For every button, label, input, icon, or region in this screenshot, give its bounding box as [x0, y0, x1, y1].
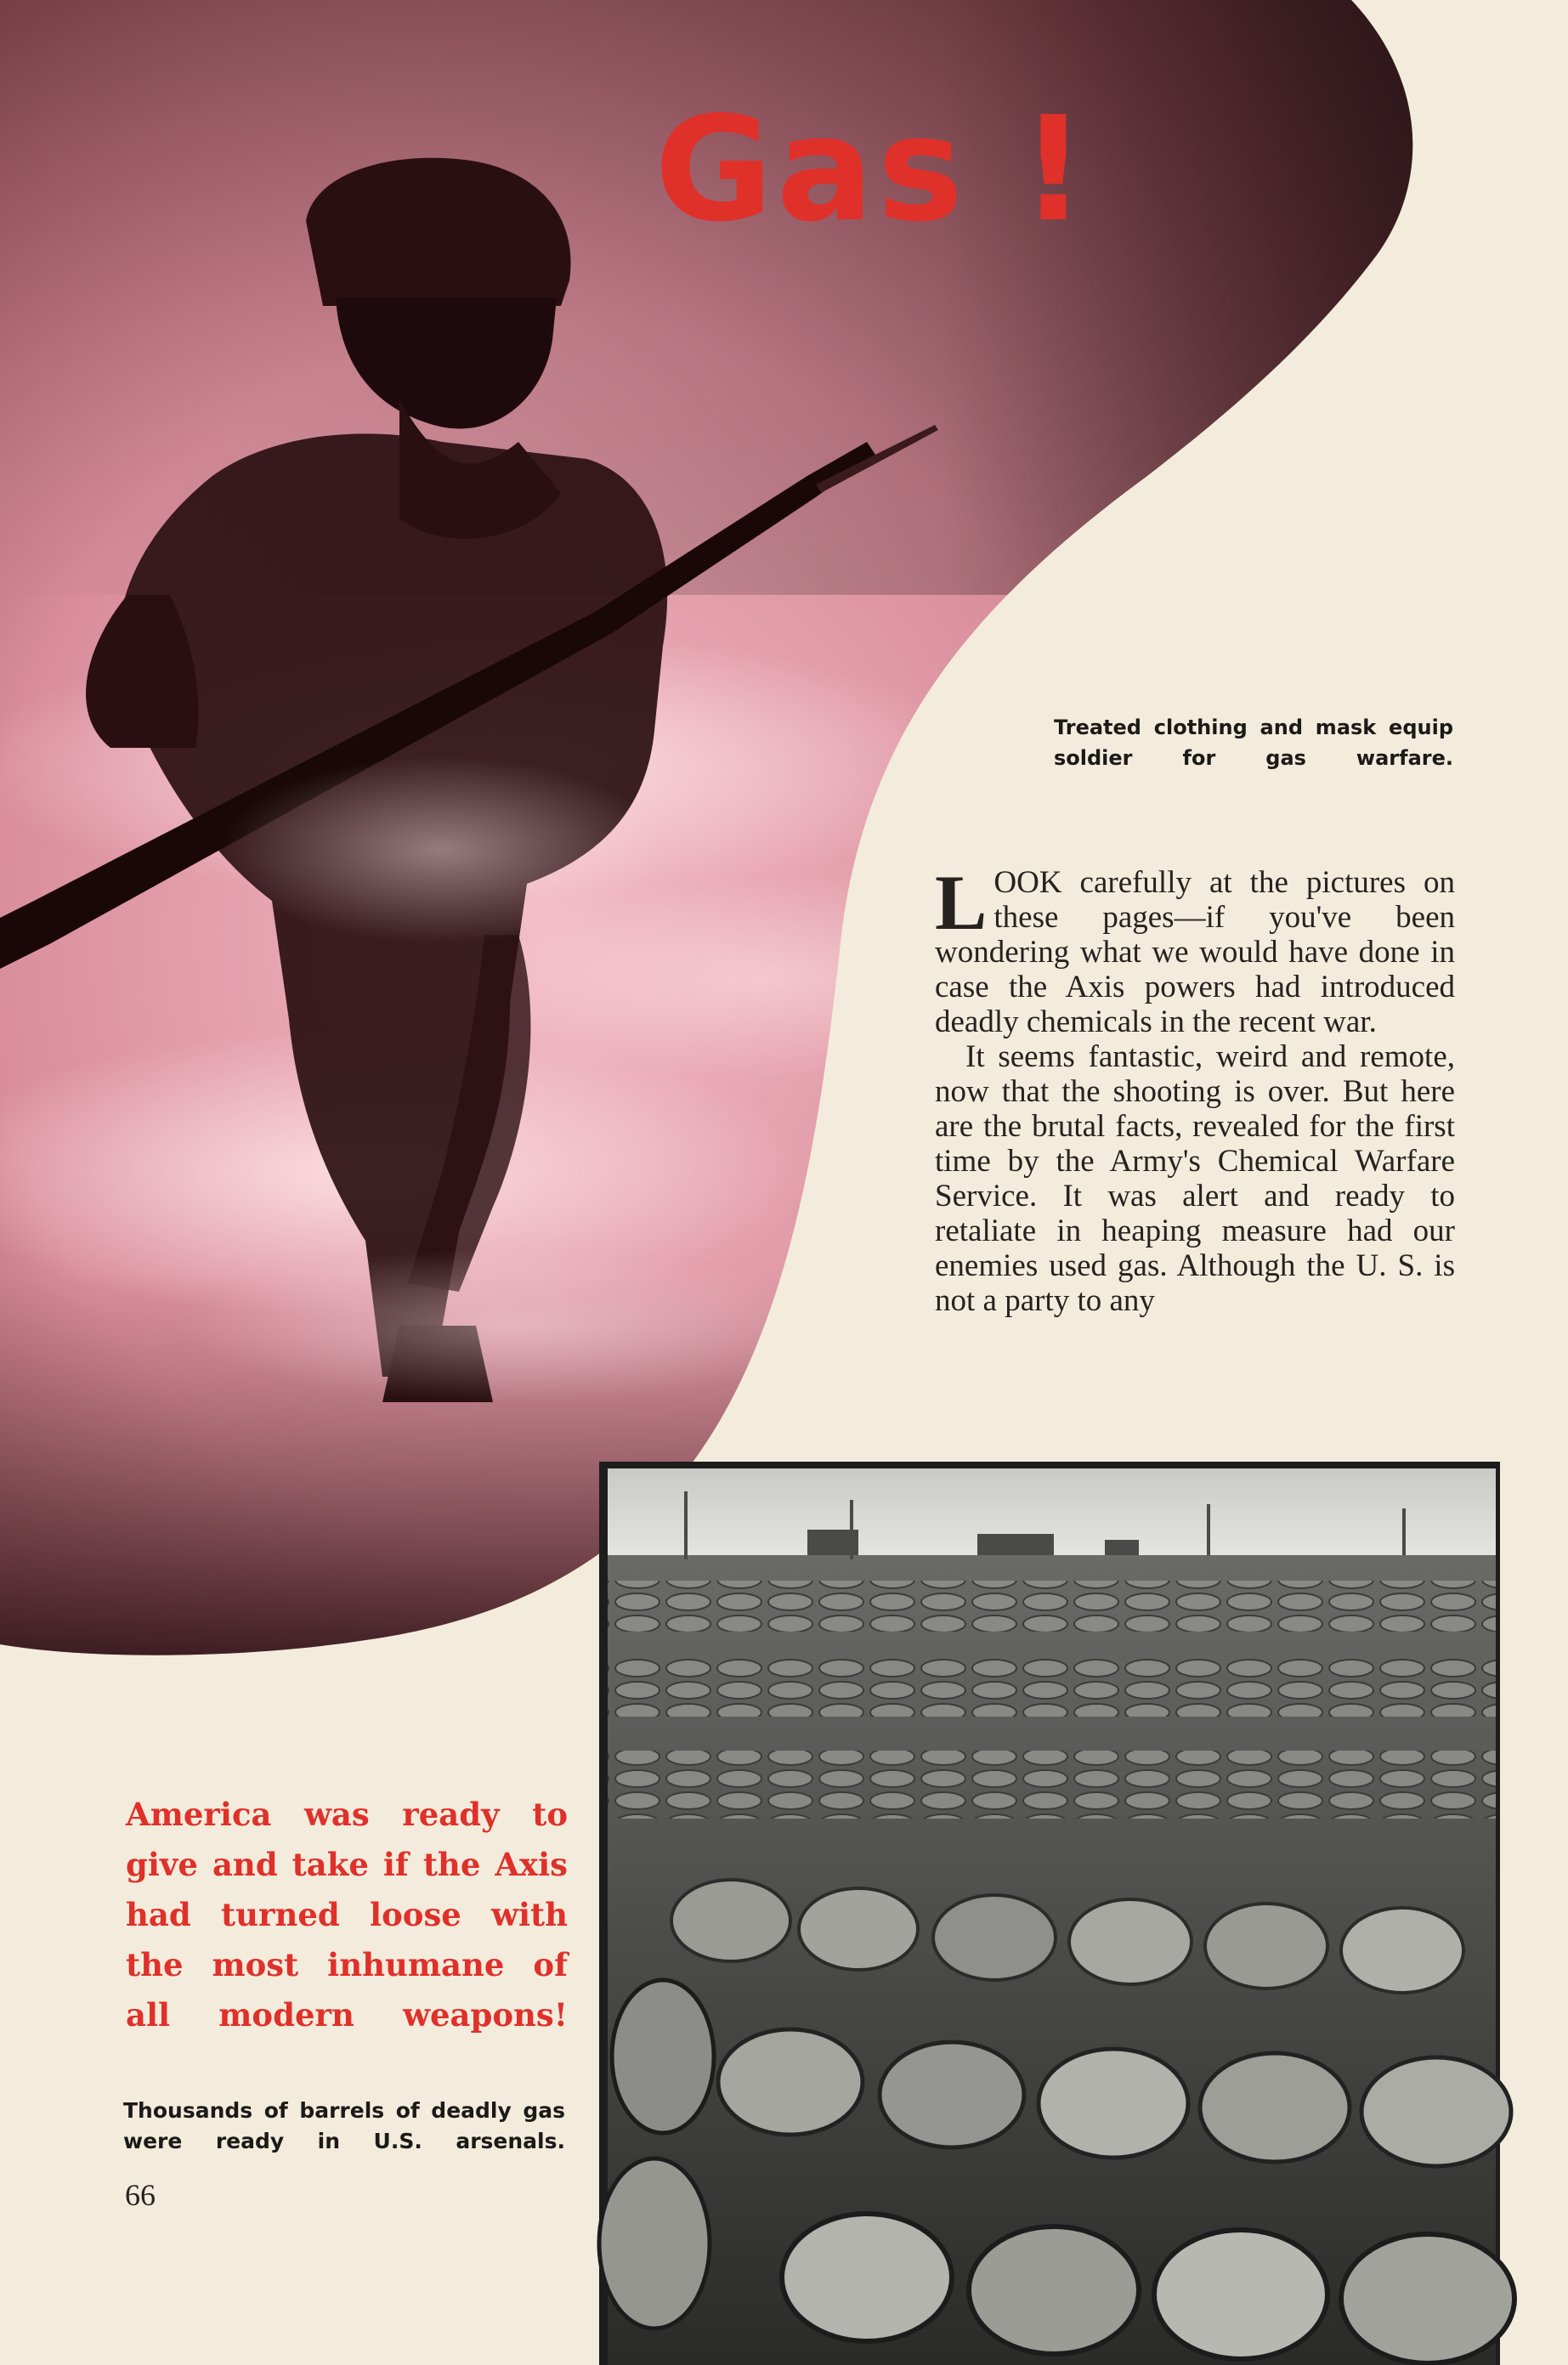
- article-body: [935, 859, 1455, 1318]
- barrels-photo: [599, 1462, 1514, 2365]
- soldier-photo-caption: Treated clothing and mask equip soldier for gas warfare.: [1054, 716, 1453, 770]
- drop-cap: L: [935, 859, 988, 946]
- headline: Gas !: [654, 86, 1090, 254]
- article-first-paragraph-text: OOK carefully at the pictures on these pages—if you've been wondering what we would have done in case the Axis powers had introduced deadly chemicals in the recent war.: [935, 865, 1455, 1039]
- article-paragraph: It seems fantastic, weird and remote, now that the shooting is over. But here are the brutal facts, revealed for the first time by the Army's Chemical Warfare Service. It was alert and ready to retaliate in heaping measure had our enemies used gas. Although the U. S. is not a party to any: [935, 1039, 1455, 1318]
- article-paragraph: [935, 859, 1455, 1039]
- page-number: 66: [125, 2178, 156, 2212]
- barrels-photo-caption: Thousands of barrels of deadly gas were ready in U.S. arsenals.: [123, 2098, 565, 2153]
- pull-quote: America was ready to give and take if the Axis had turned loose with the most inhumane of all modern weapons!: [126, 1796, 568, 2034]
